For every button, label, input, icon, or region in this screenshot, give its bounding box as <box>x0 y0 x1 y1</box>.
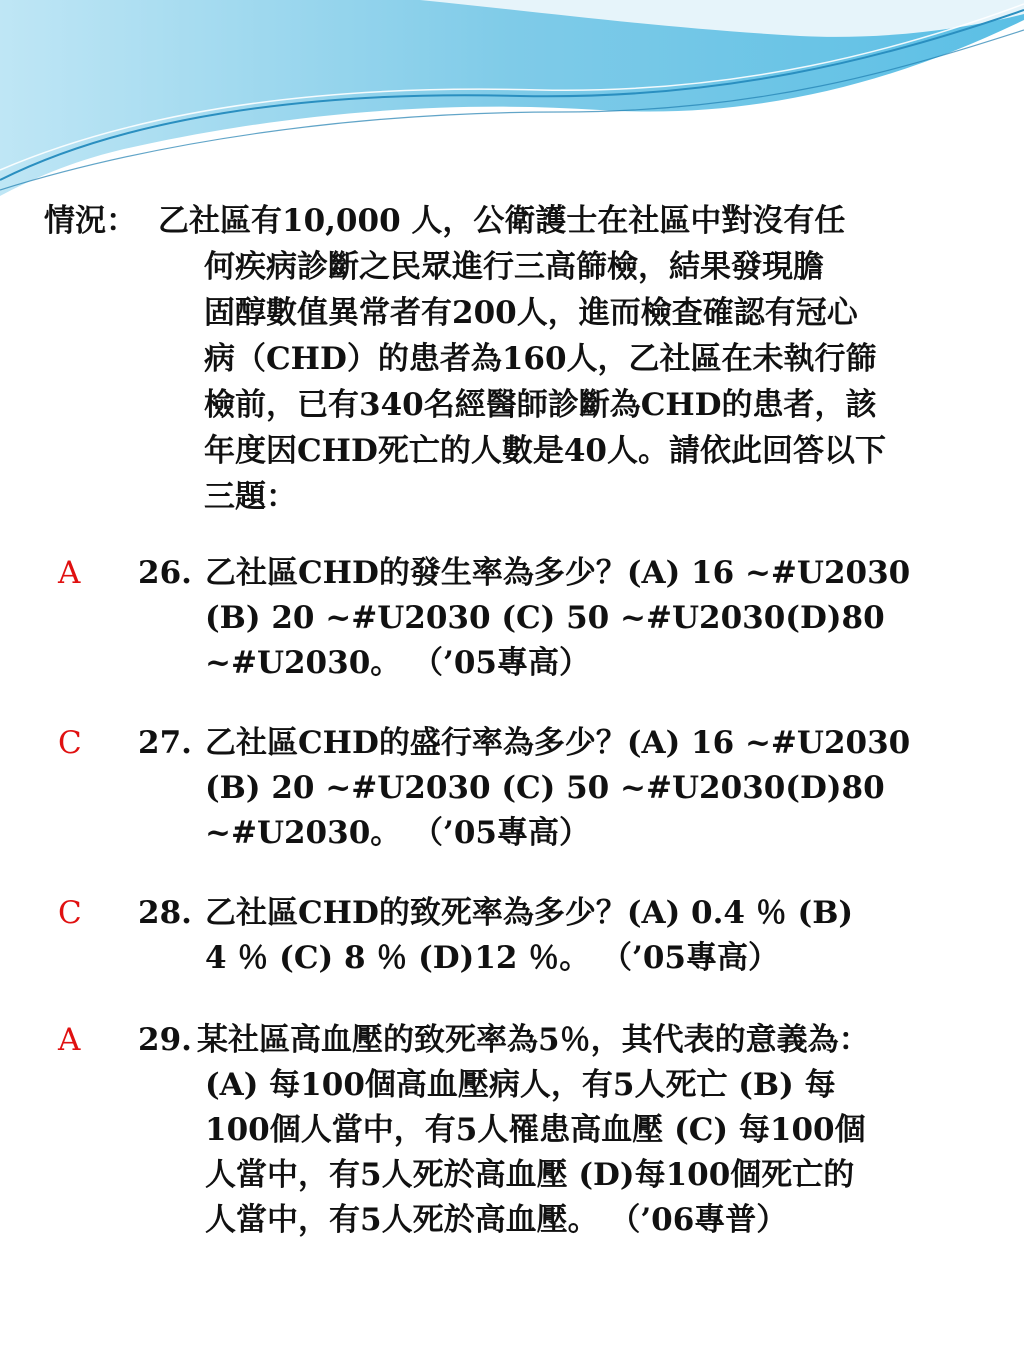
question-line: (B) 20 ~#U2030 (C) 50 ~#U2030(D)80 <box>205 600 885 636</box>
question-line: 某社區高血壓的致死率為5％，其代表的意義為： <box>197 1022 870 1058</box>
question-line: ~#U2030。 （’05專高） <box>205 645 590 681</box>
question-line: 100個人當中，有5人罹患高血壓 (C) 每100個 <box>205 1112 866 1148</box>
situation-block <box>44 198 994 520</box>
question-line: 人當中，有5人死於高血壓。 （’06專普） <box>205 1202 788 1238</box>
question-line: (B) 20 ~#U2030 (C) 50 ~#U2030(D)80 <box>205 770 885 806</box>
question-line: 人當中，有5人死於高血壓 (D)每100個死亡的 <box>205 1157 855 1193</box>
question-line: 4 ％ (C) 8 ％ (D)12 ％。 （’05專高） <box>205 940 779 976</box>
answer-key: C <box>58 725 82 761</box>
question-text <box>205 551 1005 686</box>
situation-text <box>158 198 994 520</box>
header-wave-decoration <box>0 0 1024 200</box>
question-number: 29. <box>138 1022 192 1058</box>
situation-line: 檢前，已有340名經醫師診斷為CHD的患者，該 <box>204 387 877 423</box>
question-line: 乙社區CHD的發生率為多少？(A) 16 ~#U2030 <box>205 555 911 591</box>
question-number: 28. <box>138 895 192 931</box>
question-line: (A) 每100個高血壓病人，有5人死亡 (B) 每 <box>205 1067 836 1103</box>
answer-key: C <box>58 895 82 931</box>
question-text <box>205 891 1005 981</box>
question-text <box>205 721 1005 856</box>
question-line: 乙社區CHD的盛行率為多少？(A) 16 ~#U2030 <box>205 725 911 761</box>
question-number: 26. <box>138 555 192 591</box>
answer-key: A <box>58 1022 81 1058</box>
situation-line: 何疾病診斷之民眾進行三高篩檢，結果發現膽 <box>204 249 824 285</box>
question-number: 27. <box>138 725 192 761</box>
situation-line: 乙社區有10,000 人，公衛護士在社區中對沒有任 <box>158 203 846 239</box>
answer-key: A <box>58 555 81 591</box>
question-line: ~#U2030。 （’05專高） <box>205 815 590 851</box>
situation-line: 固醇數值異常者有200人，進而檢查確認有冠心 <box>204 295 858 331</box>
question-line: 乙社區CHD的致死率為多少？(A) 0.4 ％ (B) <box>205 895 854 931</box>
situation-line: 病（CHD）的患者為160人，乙社區在未執行篩 <box>204 341 877 377</box>
situation-line: 年度因CHD死亡的人數是40人。請依此回答以下 <box>204 433 886 469</box>
question-text <box>197 1018 1005 1243</box>
situation-label: 情況： <box>44 203 137 239</box>
situation-line: 三題： <box>204 479 297 515</box>
